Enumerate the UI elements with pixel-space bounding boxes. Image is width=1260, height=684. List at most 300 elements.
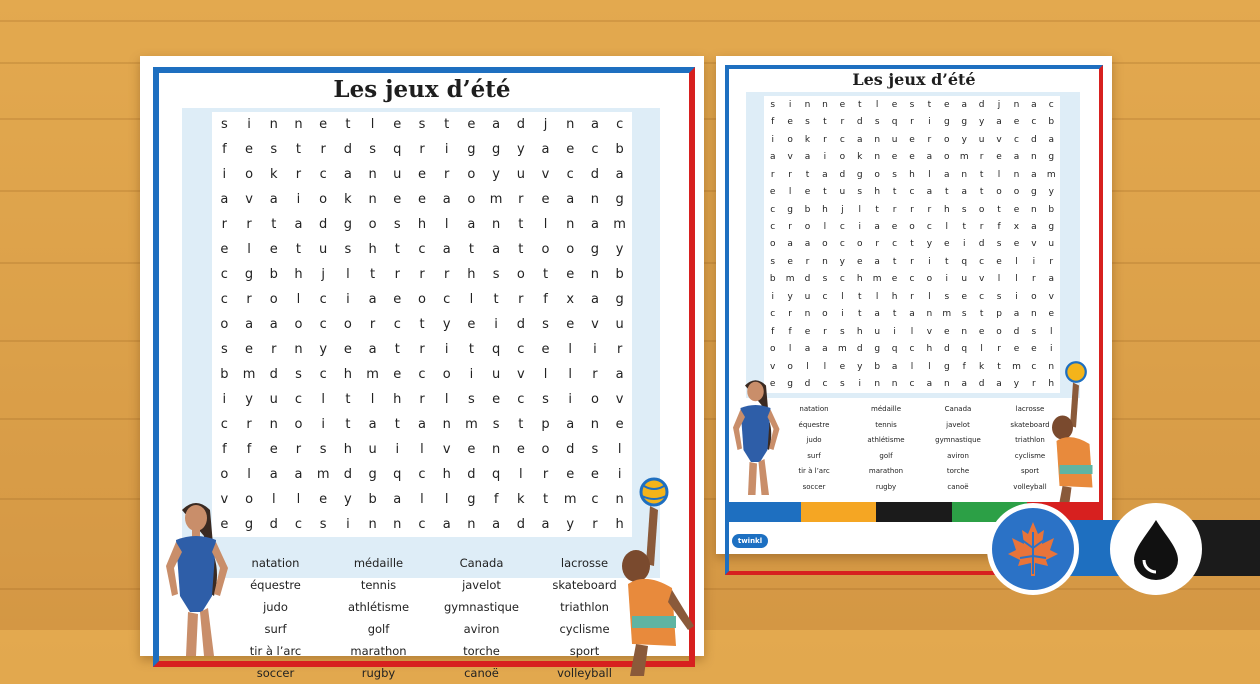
grid-letter: d <box>516 317 525 332</box>
grid-letter: o <box>839 152 846 163</box>
grid-letter: l <box>296 292 301 307</box>
grid-letter: s <box>295 367 302 382</box>
grid-letter: u <box>319 242 328 257</box>
grid-letter: e <box>269 442 278 457</box>
grid-letter: h <box>822 204 828 215</box>
grid-letter: d <box>804 379 811 390</box>
grid-letter: a <box>961 187 967 198</box>
grid-letter: a <box>467 217 476 232</box>
grid-letter: c <box>1048 99 1054 110</box>
grid-letter: u <box>978 134 985 145</box>
grid-letter: e <box>220 517 229 532</box>
grid-letter: d <box>343 467 352 482</box>
grid-letter: s <box>892 169 897 180</box>
grid-letter: r <box>1049 256 1054 267</box>
grid-letter: n <box>1013 169 1020 180</box>
grid-letter: c <box>418 367 426 382</box>
word-list-item: marathon <box>350 644 407 658</box>
grid-letter: i <box>346 517 350 532</box>
grid-letter: c <box>839 134 845 145</box>
grid-letter: y <box>961 134 967 145</box>
grid-letter: h <box>891 291 898 302</box>
grid-letter: a <box>615 167 624 182</box>
grid-letter: r <box>1032 379 1036 390</box>
grid-letter: i <box>858 222 862 233</box>
word-list-item: aviron <box>947 451 969 460</box>
grid-letter: s <box>961 204 967 215</box>
grid-letter: a <box>442 242 451 257</box>
grid-letter: c <box>1013 134 1019 145</box>
grid-letter: e <box>996 256 1002 267</box>
grid-letter: e <box>909 152 915 163</box>
grid-letter: e <box>787 256 793 267</box>
grid-letter: f <box>543 292 548 307</box>
grid-letter: r <box>419 342 425 357</box>
grid-letter: s <box>492 417 500 432</box>
grid-letter: o <box>822 309 828 320</box>
grid-letter: c <box>839 239 845 250</box>
grid-letter: i <box>771 134 774 145</box>
grid-letter: l <box>997 169 1001 180</box>
grid-letter: e <box>769 379 776 390</box>
grid-letter: a <box>442 192 451 207</box>
grid-letter: m <box>942 309 952 320</box>
grid-letter: e <box>319 492 328 507</box>
grid-letter: r <box>295 442 302 457</box>
grid-letter: f <box>788 326 792 337</box>
grid-letter: e <box>944 99 950 110</box>
grid-letter: h <box>909 169 915 180</box>
twinkl-logo: twinkl <box>732 534 768 548</box>
grid-letter: t <box>927 99 932 110</box>
grid-letter: e <box>1048 309 1055 320</box>
grid-letter: l <box>346 267 350 282</box>
grid-letter: h <box>368 242 377 257</box>
grid-letter: t <box>945 187 949 198</box>
grid-letter: i <box>469 367 474 382</box>
word-list-item: soccer <box>256 666 295 680</box>
grid-letter: i <box>1050 344 1053 355</box>
grid-letter: d <box>343 142 352 157</box>
grid-letter: t <box>394 417 400 432</box>
grid-letter: a <box>590 292 599 307</box>
grid-letter: g <box>943 117 950 128</box>
grid-letter: d <box>943 344 950 355</box>
grid-letter: c <box>979 291 985 302</box>
grid-letter: v <box>978 274 985 285</box>
grid-letter: e <box>909 134 915 145</box>
grid-letter: l <box>928 291 931 302</box>
grid-letter: g <box>943 361 950 372</box>
grid-letter: f <box>962 361 966 372</box>
grid-letter: l <box>568 342 573 357</box>
word-list-item: équestre <box>798 420 830 429</box>
grid-letter: f <box>493 492 499 507</box>
grid-letter: t <box>345 417 351 432</box>
grid-letter: e <box>492 392 501 407</box>
grid-letter: y <box>1013 379 1020 390</box>
word-list-item: athlétisme <box>347 600 410 614</box>
grid-letter: i <box>928 256 931 267</box>
grid-letter: b <box>615 267 624 282</box>
grid-letter: n <box>874 134 881 145</box>
grid-letter: r <box>394 267 400 282</box>
grid-letter: a <box>566 192 575 207</box>
grid-letter: n <box>590 267 600 282</box>
grid-letter: e <box>245 142 254 157</box>
grid-letter: n <box>961 169 968 180</box>
grid-letter: a <box>566 417 575 432</box>
grid-letter: h <box>417 217 427 232</box>
grid-letter: h <box>343 442 352 457</box>
grid-letter: d <box>269 517 278 532</box>
grid-letter: a <box>343 167 352 182</box>
word-list-item: sport <box>1021 467 1039 475</box>
grid-letter: c <box>822 379 828 390</box>
grid-letter: t <box>295 142 302 157</box>
grid-letter: a <box>822 344 828 355</box>
grid-letter: y <box>978 117 985 128</box>
grid-letter: r <box>979 222 984 233</box>
grid-letter: o <box>245 492 254 507</box>
grid-letter: v <box>615 392 624 407</box>
grid-letter: r <box>997 344 1001 355</box>
grid-letter: r <box>788 169 792 180</box>
grid-letter: l <box>1015 274 1018 285</box>
grid-letter: t <box>875 204 879 215</box>
grid-letter: p <box>541 417 550 432</box>
grid-letter: t <box>345 117 351 132</box>
grid-letter: m <box>872 274 882 285</box>
word-list-item: rugby <box>875 482 897 491</box>
grid-letter: i <box>788 99 792 110</box>
grid-letter: l <box>469 292 474 307</box>
grid-letter: d <box>856 344 863 355</box>
grid-letter: a <box>787 239 793 250</box>
grid-letter: g <box>467 142 476 157</box>
grid-letter: t <box>892 309 897 320</box>
grid-letter: s <box>319 517 327 532</box>
grid-letter: n <box>874 379 881 390</box>
grid-letter: e <box>467 117 476 132</box>
grid-letter: b <box>804 204 811 215</box>
word-list-item: Canada <box>459 556 504 570</box>
word-list-item: tir à l’arc <box>798 467 830 475</box>
grid-letter: g <box>874 344 881 355</box>
grid-letter: q <box>891 344 898 355</box>
grid-letter: s <box>220 342 228 357</box>
grid-letter: a <box>874 256 880 267</box>
word-list-item: rugby <box>361 666 396 680</box>
grid-letter: r <box>892 204 897 215</box>
grid-letter: r <box>823 326 827 337</box>
grid-letter: d <box>978 379 985 390</box>
grid-letter: t <box>962 222 966 233</box>
grid-letter: i <box>858 379 862 390</box>
grid-letter: a <box>269 467 278 482</box>
grid-letter: v <box>220 492 229 507</box>
grid-letter: c <box>418 467 426 482</box>
grid-letter: r <box>246 217 252 232</box>
word-list-item: torche <box>463 644 500 658</box>
grid-letter: e <box>1031 344 1037 355</box>
grid-letter: s <box>418 117 426 132</box>
grid-letter: e <box>891 152 898 163</box>
grid-letter: d <box>516 117 525 132</box>
grid-letter: r <box>444 167 450 182</box>
word-list-item: lacrosse <box>1015 405 1045 413</box>
grid-letter: e <box>541 342 550 357</box>
grid-letter: c <box>892 239 898 250</box>
grid-letter: f <box>997 222 1001 233</box>
grid-letter: a <box>1031 222 1037 233</box>
grid-letter: o <box>541 442 550 457</box>
grid-letter: n <box>269 117 278 132</box>
grid-letter: u <box>874 326 881 337</box>
grid-letter: l <box>788 344 792 355</box>
grid-letter: x <box>566 292 575 307</box>
grid-letter: c <box>1031 117 1037 128</box>
grid-letter: o <box>319 192 328 207</box>
grid-letter: d <box>804 274 811 285</box>
grid-letter: r <box>840 117 845 128</box>
grid-letter: t <box>857 291 862 302</box>
grid-letter: a <box>1013 309 1020 320</box>
grid-letter: e <box>615 417 624 432</box>
grid-letter: f <box>771 117 775 128</box>
grid-letter: e <box>996 152 1002 163</box>
grid-letter: i <box>296 192 301 207</box>
grid-letter: r <box>246 292 252 307</box>
grid-letter: o <box>944 134 950 145</box>
grid-letter: p <box>996 309 1002 320</box>
grid-letter: e <box>245 342 254 357</box>
grid-letter: c <box>616 117 624 132</box>
grid-letter: t <box>295 242 302 257</box>
grid-letter: l <box>420 492 424 507</box>
word-list-item: médaille <box>871 405 901 413</box>
grid-letter: g <box>1048 152 1055 163</box>
grid-letter: d <box>566 442 575 457</box>
grid-letter: t <box>394 342 400 357</box>
grid-letter: e <box>856 256 863 267</box>
word-list-item: triathlon <box>560 600 609 614</box>
grid-letter: t <box>979 309 984 320</box>
grid-letter: y <box>926 239 933 250</box>
word-list-item: skateboard <box>1010 420 1050 429</box>
grid-letter: u <box>615 317 624 332</box>
grid-letter: i <box>593 342 597 357</box>
grid-letter: v <box>996 134 1002 145</box>
grid-letter: o <box>220 467 229 482</box>
grid-letter: h <box>943 204 950 215</box>
word-list-item: tennis <box>875 420 897 429</box>
grid-letter: a <box>1031 169 1037 180</box>
worksheet-small <box>716 56 1112 554</box>
grid-letter: e <box>417 192 426 207</box>
grid-letter: e <box>566 317 575 332</box>
grid-letter: y <box>787 291 793 302</box>
grid-letter: s <box>839 326 845 337</box>
grid-letter: a <box>926 152 933 163</box>
grid-letter: e <box>566 267 575 282</box>
grid-letter: l <box>370 392 375 407</box>
grid-letter: l <box>519 467 523 482</box>
grid-letter: r <box>805 256 810 267</box>
grid-letter: b <box>269 267 278 282</box>
grid-letter: t <box>518 242 524 257</box>
grid-letter: n <box>1031 204 1037 215</box>
volleyball-player-illustration <box>606 476 702 676</box>
grid-letter: t <box>945 256 949 267</box>
grid-letter: o <box>220 317 229 332</box>
grid-letter: i <box>928 117 931 128</box>
word-list-item: cyclisme <box>1014 451 1046 460</box>
grid-letter: o <box>442 367 451 382</box>
grid-letter: e <box>467 317 476 332</box>
grid-letter: s <box>839 379 845 390</box>
grid-letter: a <box>857 134 863 145</box>
grid-letter: o <box>516 267 525 282</box>
grid-letter: i <box>893 326 896 337</box>
grid-letter: a <box>769 152 776 163</box>
grid-letter: o <box>294 317 303 332</box>
grid-letter: s <box>996 291 1002 302</box>
grid-letter: y <box>344 492 352 507</box>
grid-letter: b <box>1048 204 1055 215</box>
grid-letter: u <box>891 134 898 145</box>
grid-letter: o <box>926 274 933 285</box>
grid-letter: s <box>319 442 327 457</box>
grid-letter: u <box>393 167 402 182</box>
word-list-item: lacrosse <box>560 556 609 570</box>
grid-letter: o <box>944 152 950 163</box>
grid-letter: e <box>1013 204 1020 215</box>
grid-letter: g <box>491 142 501 157</box>
grid-letter: m <box>785 274 795 285</box>
grid-letter: e <box>590 467 599 482</box>
grid-letter: m <box>489 192 503 207</box>
grid-letter: o <box>467 192 476 207</box>
grid-letter: y <box>839 256 845 267</box>
grid-letter: l <box>875 99 879 110</box>
grid-letter: t <box>468 342 474 357</box>
grid-letter: o <box>996 326 1002 337</box>
maple-leaf-icon <box>1002 518 1064 580</box>
grid-letter: e <box>944 326 950 337</box>
wood-grain <box>0 20 1260 22</box>
grid-letter: g <box>1031 187 1037 198</box>
grid-letter: r <box>542 467 549 482</box>
grid-letter: m <box>316 467 330 482</box>
grid-letter: n <box>891 379 898 390</box>
grid-letter: i <box>1015 291 1018 302</box>
grid-letter: v <box>770 361 776 372</box>
grid-letter: a <box>804 239 811 250</box>
grid-letter: a <box>269 317 278 332</box>
word-list-item: surf <box>807 451 821 460</box>
grid-letter: s <box>492 267 500 282</box>
grid-letter: n <box>874 152 881 163</box>
grid-letter: t <box>979 169 984 180</box>
grid-letter: u <box>1048 239 1055 250</box>
word-list <box>778 402 1066 495</box>
grid-letter: c <box>1031 361 1037 372</box>
grid-letter: r <box>875 239 880 250</box>
grid-letter: f <box>222 142 227 157</box>
grid-letter: v <box>787 152 793 163</box>
word-list-item: aviron <box>463 622 500 636</box>
grid-letter: u <box>269 392 278 407</box>
grid-letter: m <box>366 367 379 382</box>
grid-letter: e <box>566 142 575 157</box>
grid-letter: l <box>444 492 449 507</box>
grid-letter: t <box>823 187 827 198</box>
grid-letter: l <box>910 326 914 337</box>
grid-letter: i <box>346 292 350 307</box>
grid-letter: r <box>823 134 827 145</box>
grid-letter: c <box>319 292 327 307</box>
grid-letter: y <box>245 392 253 407</box>
grid-letter: n <box>442 417 451 432</box>
grid-letter: e <box>566 467 575 482</box>
grid-letter: v <box>516 367 525 382</box>
grid-letter: s <box>542 392 549 407</box>
grid-letter: h <box>294 267 303 282</box>
grid-letter: y <box>615 242 624 257</box>
grid-letter: r <box>295 167 302 182</box>
grid-letter: c <box>909 379 915 390</box>
grid-letter: n <box>804 99 811 110</box>
grid-letter: d <box>839 169 846 180</box>
grid-letter: l <box>910 361 914 372</box>
grid-letter: y <box>516 142 525 157</box>
grid-letter: a <box>891 361 898 372</box>
grid-letter: e <box>269 242 278 257</box>
grid-letter: c <box>443 292 451 307</box>
grid-letter: v <box>591 317 599 332</box>
grid-letter: o <box>769 344 776 355</box>
grid-letter: t <box>857 309 862 320</box>
grid-letter: o <box>857 239 863 250</box>
ink-drop-badge <box>1110 503 1202 595</box>
grid-letter: e <box>393 192 402 207</box>
grid-letter: g <box>590 242 600 257</box>
grid-letter: c <box>770 204 776 215</box>
grid-letter: r <box>518 292 524 307</box>
grid-letter: m <box>563 492 577 507</box>
volleyball-player-illustration <box>1040 350 1112 520</box>
grid-letter: t <box>419 317 425 332</box>
grid-letter: u <box>491 367 501 382</box>
grid-letter: c <box>517 342 525 357</box>
grid-letter: t <box>271 217 277 232</box>
grid-letter: d <box>590 167 600 182</box>
grid-letter: i <box>945 274 949 285</box>
grid-letter: s <box>1031 326 1037 337</box>
grid-letter: c <box>517 392 525 407</box>
grid-letter: d <box>269 367 278 382</box>
grid-letter: k <box>344 192 352 207</box>
grid-letter: s <box>944 291 950 302</box>
grid-letter: a <box>1013 152 1020 163</box>
grid-letter: g <box>856 169 863 180</box>
grid-letter: c <box>926 222 932 233</box>
grid-letter: e <box>804 187 811 198</box>
grid-letter: e <box>787 117 793 128</box>
grid-letter: r <box>444 267 450 282</box>
grid-letter: u <box>804 291 811 302</box>
